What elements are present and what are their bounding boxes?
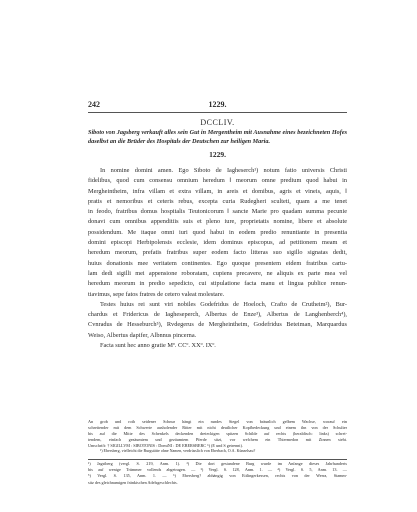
footnote-line: ⁵) Vergl. S. 135, Anm. 1. — ⁶) Ebersberg? abhängig von Ettlingerkessen, rechts von der Werra, Stamm- [88, 473, 347, 479]
page-header [88, 100, 347, 112]
text-line: pratis et nemoribus et ceteris rebus, excepta curia Rudegheri sculteti, quam a me tenet [88, 197, 347, 205]
document-summary: Siboto von Jagsberg verkauft alles sein Gut in Mergentheim mit Ausnahme eines bezeichneten Hofes daselbst an die Brüder des Hospitals der Deutschen zur heiligen Maria. [88, 129, 347, 145]
description-line: tendem, einfach gezäumtem und gezäumtem Pferde sitzt, vor welchem ein Thiermedon mit Zinnen steht. [88, 437, 347, 443]
note-line: ¹) Ebersberg, vielleicht die Burgstätte ohne Namen, verdrüsslich von Eberbach, O.A. Künzelsau? [100, 448, 256, 453]
text-line: Mergheintheim, infra villam et extra villam, in areis et domibus, agris et vineis, aquis, ‖ [88, 187, 347, 195]
footnote-line: sitz des gleichnamigen fränkischen Adelsgeschlechts. [88, 479, 178, 485]
footnote-line: bis auf wenige Trümmer vollends abgetragen. — ³) Vergl. S. 128, Anm. 1. — ⁴) Vergl. S. 5, Anm. 13. — [88, 467, 347, 473]
text-line: Cvnradus de Hesseburch⁵), Rvdegerus de Mergheintheim, Godefridus Beteiman, Marquardus [88, 321, 347, 329]
document-year: 1229. [209, 150, 226, 159]
header-rule [88, 112, 347, 113]
text-line: heredum meorum in predio sepedicto, cui stipulatione facta manu et lingua publice renun- [88, 280, 347, 288]
text-line: domini episcopi Herbipolensis ecclesie, idem dominus episcopus, ad petitionem meam et [88, 239, 347, 247]
text-line: fidelibus, quod cum consensu omnium heredum ‖ meorum omne predium quod habui in [88, 177, 347, 185]
charter-text [88, 166, 347, 351]
text-line: Facta sunt hec anno gratie Mº. CCº. XXº. IXº. [100, 342, 216, 350]
text-line: chardus et Fridericus de Iagheseperch, Albertus de Enze³), Albertus de Langhenberch⁴), [88, 311, 347, 319]
description-line: Umschrift: † SIGILLVM : SIBOTONIS : DomiNI : DE EBERSBERC ⁶) (E und S getrennt). [88, 443, 243, 449]
footnote-line: ¹) Jagstberg (vergl. S. 219, Anm. 1). ²) Die dort gestandene Burg wurde im Anfange dieses Jahrhunderts [88, 461, 347, 466]
document-number: DCCLIV. [200, 118, 235, 127]
text-line: Weiso, Albertus dapifer, Albnnus pincerna. [88, 331, 197, 339]
description-line: schreitender mit dem Schwerte ausholender Ritter mit nicht deutlicher Kopfbedeckung und einem ihn von der Schulter [88, 425, 347, 431]
text-line: In nomine domini amen. Ego Siboto de Iagheserch¹) notum fatio universis Christi [100, 167, 347, 174]
page-number: 242 [88, 100, 100, 109]
text-line: in feodo, fratribus domus hospitalis Teutonicorum ‖ sancte Marie pro quadam summa pecunie [88, 208, 347, 216]
footnote-rule [88, 459, 347, 460]
text-line: huius donationis mee veritatem continentes. Ego quoque presentem eidem fratribus cartu- [88, 259, 347, 267]
footnotes [88, 461, 347, 486]
text-line: donavi cum omnibus appenditiis suis et pleno iure, proprietatis nomine, libere et absolute [88, 218, 347, 226]
description-line: bis auf die Mitte des Schenkels deckenden dreieckigen spitzen Schilde auf rechts (heraldisch: links) schrei- [88, 431, 347, 437]
text-line: possidendum. Me itaque omni iuri quod habui in eodem predio renuntiante in presentia [88, 228, 347, 236]
description-line: An grob und roth seidener Schnur hängt ein rundes Siegel von bräunlich gelbem Wachse, worauf ein [88, 419, 347, 424]
text-line: Testes huius rei sunt viri nobiles Godefridus de Hoeloch, Crafto de Crutheim²), Bur- [100, 300, 347, 308]
text-line: tiavimus, sepe fatos fratres de cetero valeat molestare. [88, 290, 225, 298]
seal-description [88, 419, 347, 449]
text-line: heredum meorum, prefatis fratribus super eodem facto litteras suo sigillo signatas dedit, [88, 249, 347, 257]
text-line: lam dedi sigilli mei appensione roboratam, cupiens precavere, ne aliquis ex parte mea vel [88, 269, 347, 277]
header-year: 1229. [208, 100, 227, 109]
